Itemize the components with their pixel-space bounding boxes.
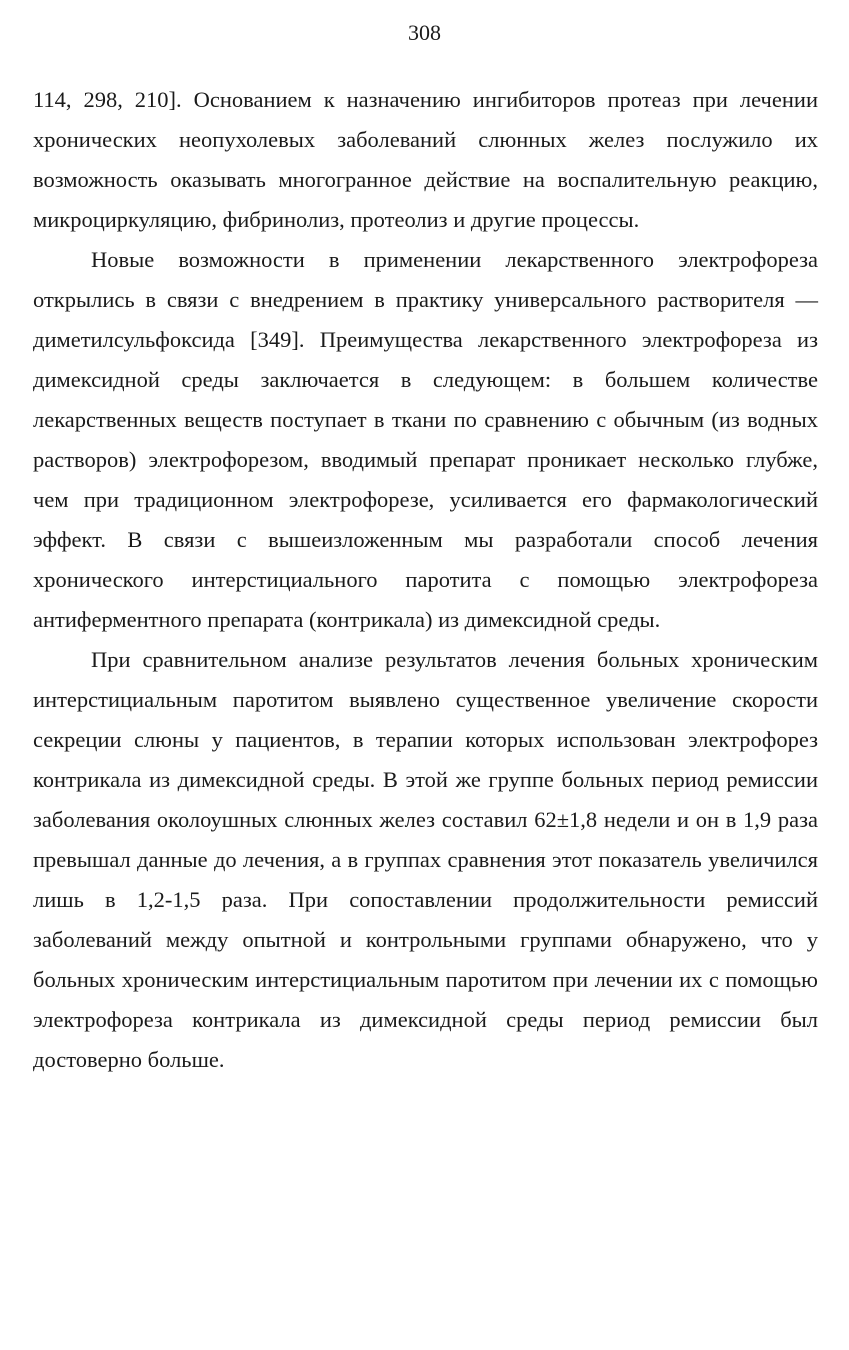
paragraph-2: Новые возможности в применении лекарственного электрофореза открылись в связи с внедрением в практику универсального растворителя — диметилсульфоксида [349]. Преимущества лекарственного электрофореза из димексидной среды заключается в следующем: в большем количестве лекарственных веществ поступает в ткани по сравнению с обычным (из водных растворов) электрофорезом, вводимый препарат проникает несколько глубже, чем при традиционном электрофорезе, усиливается его фармакологический эффект. В связи с вышеизложенным мы разработали способ лечения хронического интерстициального паротита с помощью электрофореза антиферментного препарата (контрикала) из димексидной среды. xyxy=(33,247,818,632)
paragraph-3: При сравнительном анализе результатов лечения больных хроническим интерстициальным паротитом выявлено существенное увеличение скорости секреции слюны у пациентов, в терапии которых использован электрофорез контрикала из димексидной среды. В этой же группе больных период ремиссии заболевания околоушных слюнных желез составил 62±1,8 недели и он в 1,9 раза превышал данные до лечения, а в группах сравнения этот показатель увеличился лишь в 1,2-1,5 раза. При сопоставлении продолжительности ремиссий заболеваний между опытной и контрольными группами обнаружено, что у больных хроническим интерстициальным паротитом при лечении их с помощью электрофореза контрикала из димексидной среды период ремиссии был достоверно больше. xyxy=(33,647,818,1072)
document-body xyxy=(33,80,818,1080)
paragraph-1: 114, 298, 210]. Основанием к назначению ингибиторов протеаз при лечении хронических неопухолевых заболеваний слюнных желез послужило их возможность оказывать многогранное действие на воспалительную реакцию, микроциркуляцию, фибринолиз, протеолиз и другие процессы. xyxy=(33,87,818,232)
page-number: 308 xyxy=(408,20,441,45)
